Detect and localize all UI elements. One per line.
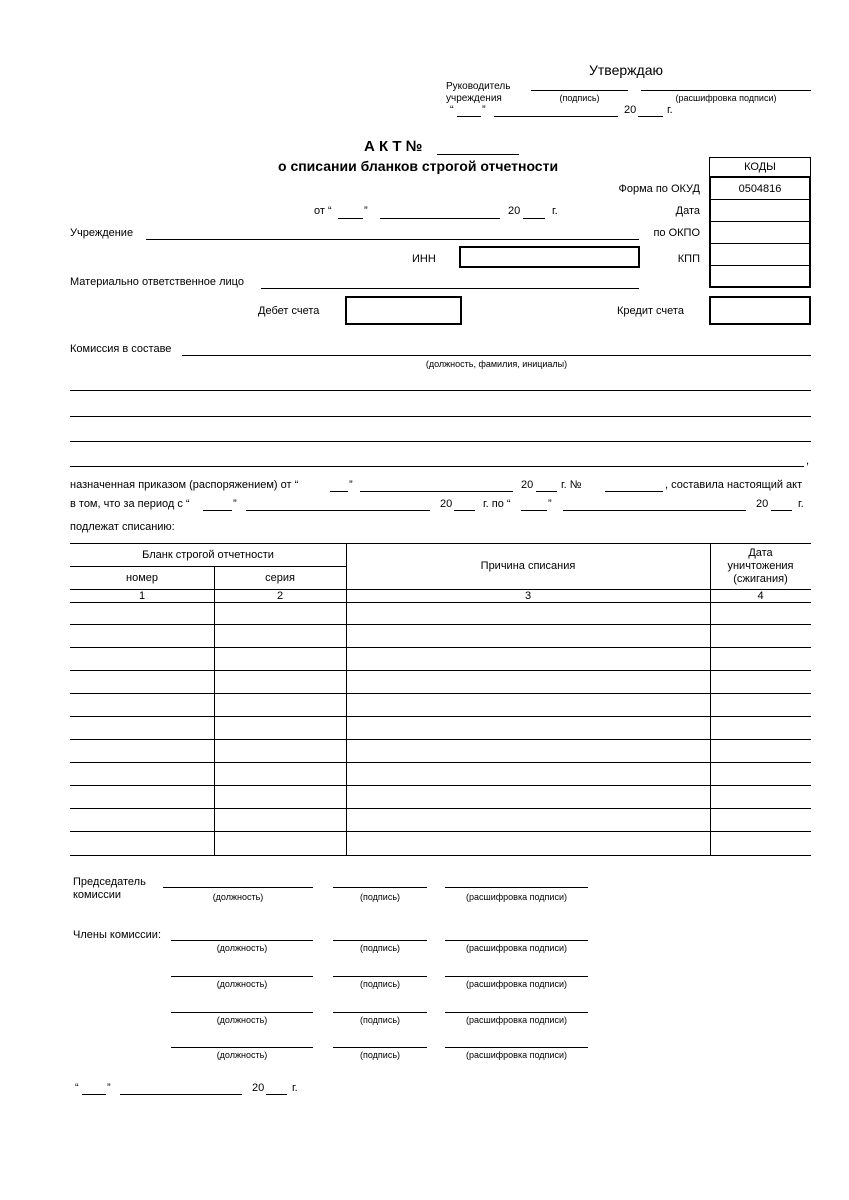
chairman-decode-caption: (расшифровка подписи) [466,892,567,902]
member-signature-line[interactable] [333,1047,427,1048]
head-decode-caption: (расшифровка подписи) [675,93,777,103]
commission-line[interactable] [70,390,811,391]
commission-line[interactable] [70,416,811,417]
act-year-suffix: г. [552,205,558,217]
okud-value: 0504816 [738,183,782,195]
member-decode-line[interactable] [445,976,588,977]
head-label-2: учреждения [446,93,502,104]
member-signature-line[interactable] [333,976,427,977]
approve-year-suffix: г. [667,104,673,116]
member-decode-line[interactable] [445,940,588,941]
member-decode-line[interactable] [445,1012,588,1013]
chairman-signature-caption: (подпись) [359,892,401,902]
commission-label: Комиссия в составе [70,343,172,355]
period-from-month-line[interactable] [246,510,430,511]
approve-title: Утверждаю [589,62,663,78]
act-number-line[interactable] [437,154,519,155]
table-col-reason: Причина списания [480,560,576,572]
approve-q-close: ” [482,104,486,116]
table-subheader-border [70,566,346,567]
commission-caption: (должность, фамилия, инициалы) [425,359,568,369]
footer-year-line[interactable] [266,1094,287,1095]
period-to-month-line[interactable] [563,510,746,511]
table-row[interactable] [70,649,811,671]
order-number-label: г. № [561,479,582,491]
member-signature-line[interactable] [333,1012,427,1013]
date-code-label: Дата [675,205,700,217]
okud-label: Форма по ОКУД [618,183,700,195]
member-position-caption: (должность) [216,1015,268,1025]
commission-comma: , [806,455,810,467]
period-to-text: г. по “ [483,498,511,510]
order-day-line[interactable] [330,491,348,492]
member-decode-line[interactable] [445,1047,588,1048]
member-position-caption: (должность) [216,979,268,989]
act-date-q-close: ” [364,205,368,217]
table-row[interactable] [70,603,811,625]
order-year-prefix: 20 [521,479,534,491]
table-col-number: номер [126,572,158,584]
writeoff-text: подлежат списанию: [70,521,175,533]
codes-title: КОДЫ [744,161,776,173]
kpp-label: КПП [677,253,700,265]
member-signature-caption: (подпись) [359,979,401,989]
table-col-date-2: уничтожения [727,560,794,572]
period-to-day-line[interactable] [521,510,547,511]
table-row[interactable] [70,810,811,832]
head-decode-line[interactable] [641,90,811,91]
footer-month-line[interactable] [120,1094,242,1095]
period-text: в том, что за период с “ [70,498,190,510]
chairman-label-2: комиссии [73,889,122,901]
institution-line[interactable] [146,239,639,240]
member-signature-caption: (подпись) [359,1050,401,1060]
table-row[interactable] [70,741,811,763]
member-position-line[interactable] [171,1012,313,1013]
approve-day-line[interactable] [457,116,481,117]
member-signature-caption: (подпись) [359,1015,401,1025]
period-from-day-line[interactable] [203,510,232,511]
table-num-4: 4 [757,590,764,602]
member-position-line[interactable] [171,976,313,977]
codes-divider [711,199,809,200]
table-group-header: Бланк строгой отчетности [142,549,274,561]
credit-field[interactable] [709,296,811,325]
chairman-decode-line[interactable] [445,887,588,888]
table-row[interactable] [70,833,811,856]
order-text-end: , составила настоящий акт [665,479,803,491]
chairman-signature-line[interactable] [333,887,427,888]
period-from-year: 20 [440,498,453,510]
order-month-line[interactable] [360,491,513,492]
chairman-position-line[interactable] [163,887,313,888]
head-label-1: Руководитель [446,81,511,92]
act-month-line[interactable] [380,218,500,219]
act-date-from: от “ [314,205,332,217]
order-number-line[interactable] [605,491,663,492]
footer-q-open: “ [75,1082,79,1094]
members-label: Члены комиссии: [73,929,162,941]
table-num-3: 3 [524,590,532,602]
table-row[interactable] [70,764,811,786]
member-position-caption: (должность) [216,1050,268,1060]
chairman-label-1: Председатель [73,876,146,888]
member-position-line[interactable] [171,940,313,941]
commission-line[interactable] [70,441,811,442]
period-q-close: ” [233,498,237,510]
period-to-year-line[interactable] [771,510,792,511]
act-number-label: А К Т № [364,138,423,155]
head-sig-caption: (подпись) [559,93,600,103]
member-position-line[interactable] [171,1047,313,1048]
commission-line[interactable] [70,466,804,467]
table-row[interactable] [70,695,811,717]
footer-year-suffix: г. [292,1082,298,1094]
approve-year-line[interactable] [638,116,663,117]
table-top-border [70,543,811,544]
act-year-line[interactable] [523,218,545,219]
approve-month-line[interactable] [494,116,618,117]
commission-line[interactable] [182,355,811,356]
member-signature-caption: (подпись) [359,943,401,953]
period-to-year: 20 [756,498,769,510]
debit-field[interactable] [345,296,462,325]
footer-day-line[interactable] [82,1094,106,1095]
institution-label: Учреждение [70,227,134,239]
debit-label: Дебет счета [258,305,320,317]
responsible-line[interactable] [261,288,639,289]
period-to-q-close: ” [548,498,552,510]
member-decode-caption: (расшифровка подписи) [466,979,567,989]
order-q-close: ” [349,479,353,491]
member-decode-caption: (расшифровка подписи) [466,1015,567,1025]
approve-year-prefix: 20 [624,104,637,116]
period-to-year-suffix: г. [798,498,804,510]
inn-field[interactable] [459,246,640,268]
act-year-prefix: 20 [508,205,521,217]
codes-divider [711,265,809,266]
chairman-position-caption: (должность) [212,892,264,902]
table-row[interactable] [70,718,811,740]
order-year-line[interactable] [536,491,557,492]
member-signature-line[interactable] [333,940,427,941]
inn-label: ИНН [412,253,436,265]
period-from-year-line[interactable] [454,510,475,511]
member-decode-caption: (расшифровка подписи) [466,1050,567,1060]
table-row[interactable] [70,672,811,694]
credit-label: Кредит счета [617,305,684,317]
member-position-caption: (должность) [216,943,268,953]
table-col-date-1: Дата [748,547,773,559]
approve-q-open: “ [450,104,454,116]
table-num-1: 1 [138,590,146,602]
member-decode-caption: (расшифровка подписи) [466,943,567,953]
codes-divider [711,243,809,244]
table-row[interactable] [70,626,811,648]
codes-divider [711,221,809,222]
act-day-line[interactable] [338,218,363,219]
table-col-series: серия [265,572,295,584]
order-text: назначенная приказом (распоряжением) от “ [70,479,299,491]
footer-q-close: ” [107,1082,111,1094]
table-num-2: 2 [276,590,284,602]
head-signature-line[interactable] [531,90,628,91]
table-row[interactable] [70,787,811,809]
act-subtitle: о списании бланков строгой отчетности [278,158,559,174]
okpo-label: по ОКПО [653,227,700,239]
responsible-label: Материально ответственное лицо [70,276,244,288]
footer-year-prefix: 20 [252,1082,265,1094]
table-col-date-3: (сжигания) [733,573,788,585]
